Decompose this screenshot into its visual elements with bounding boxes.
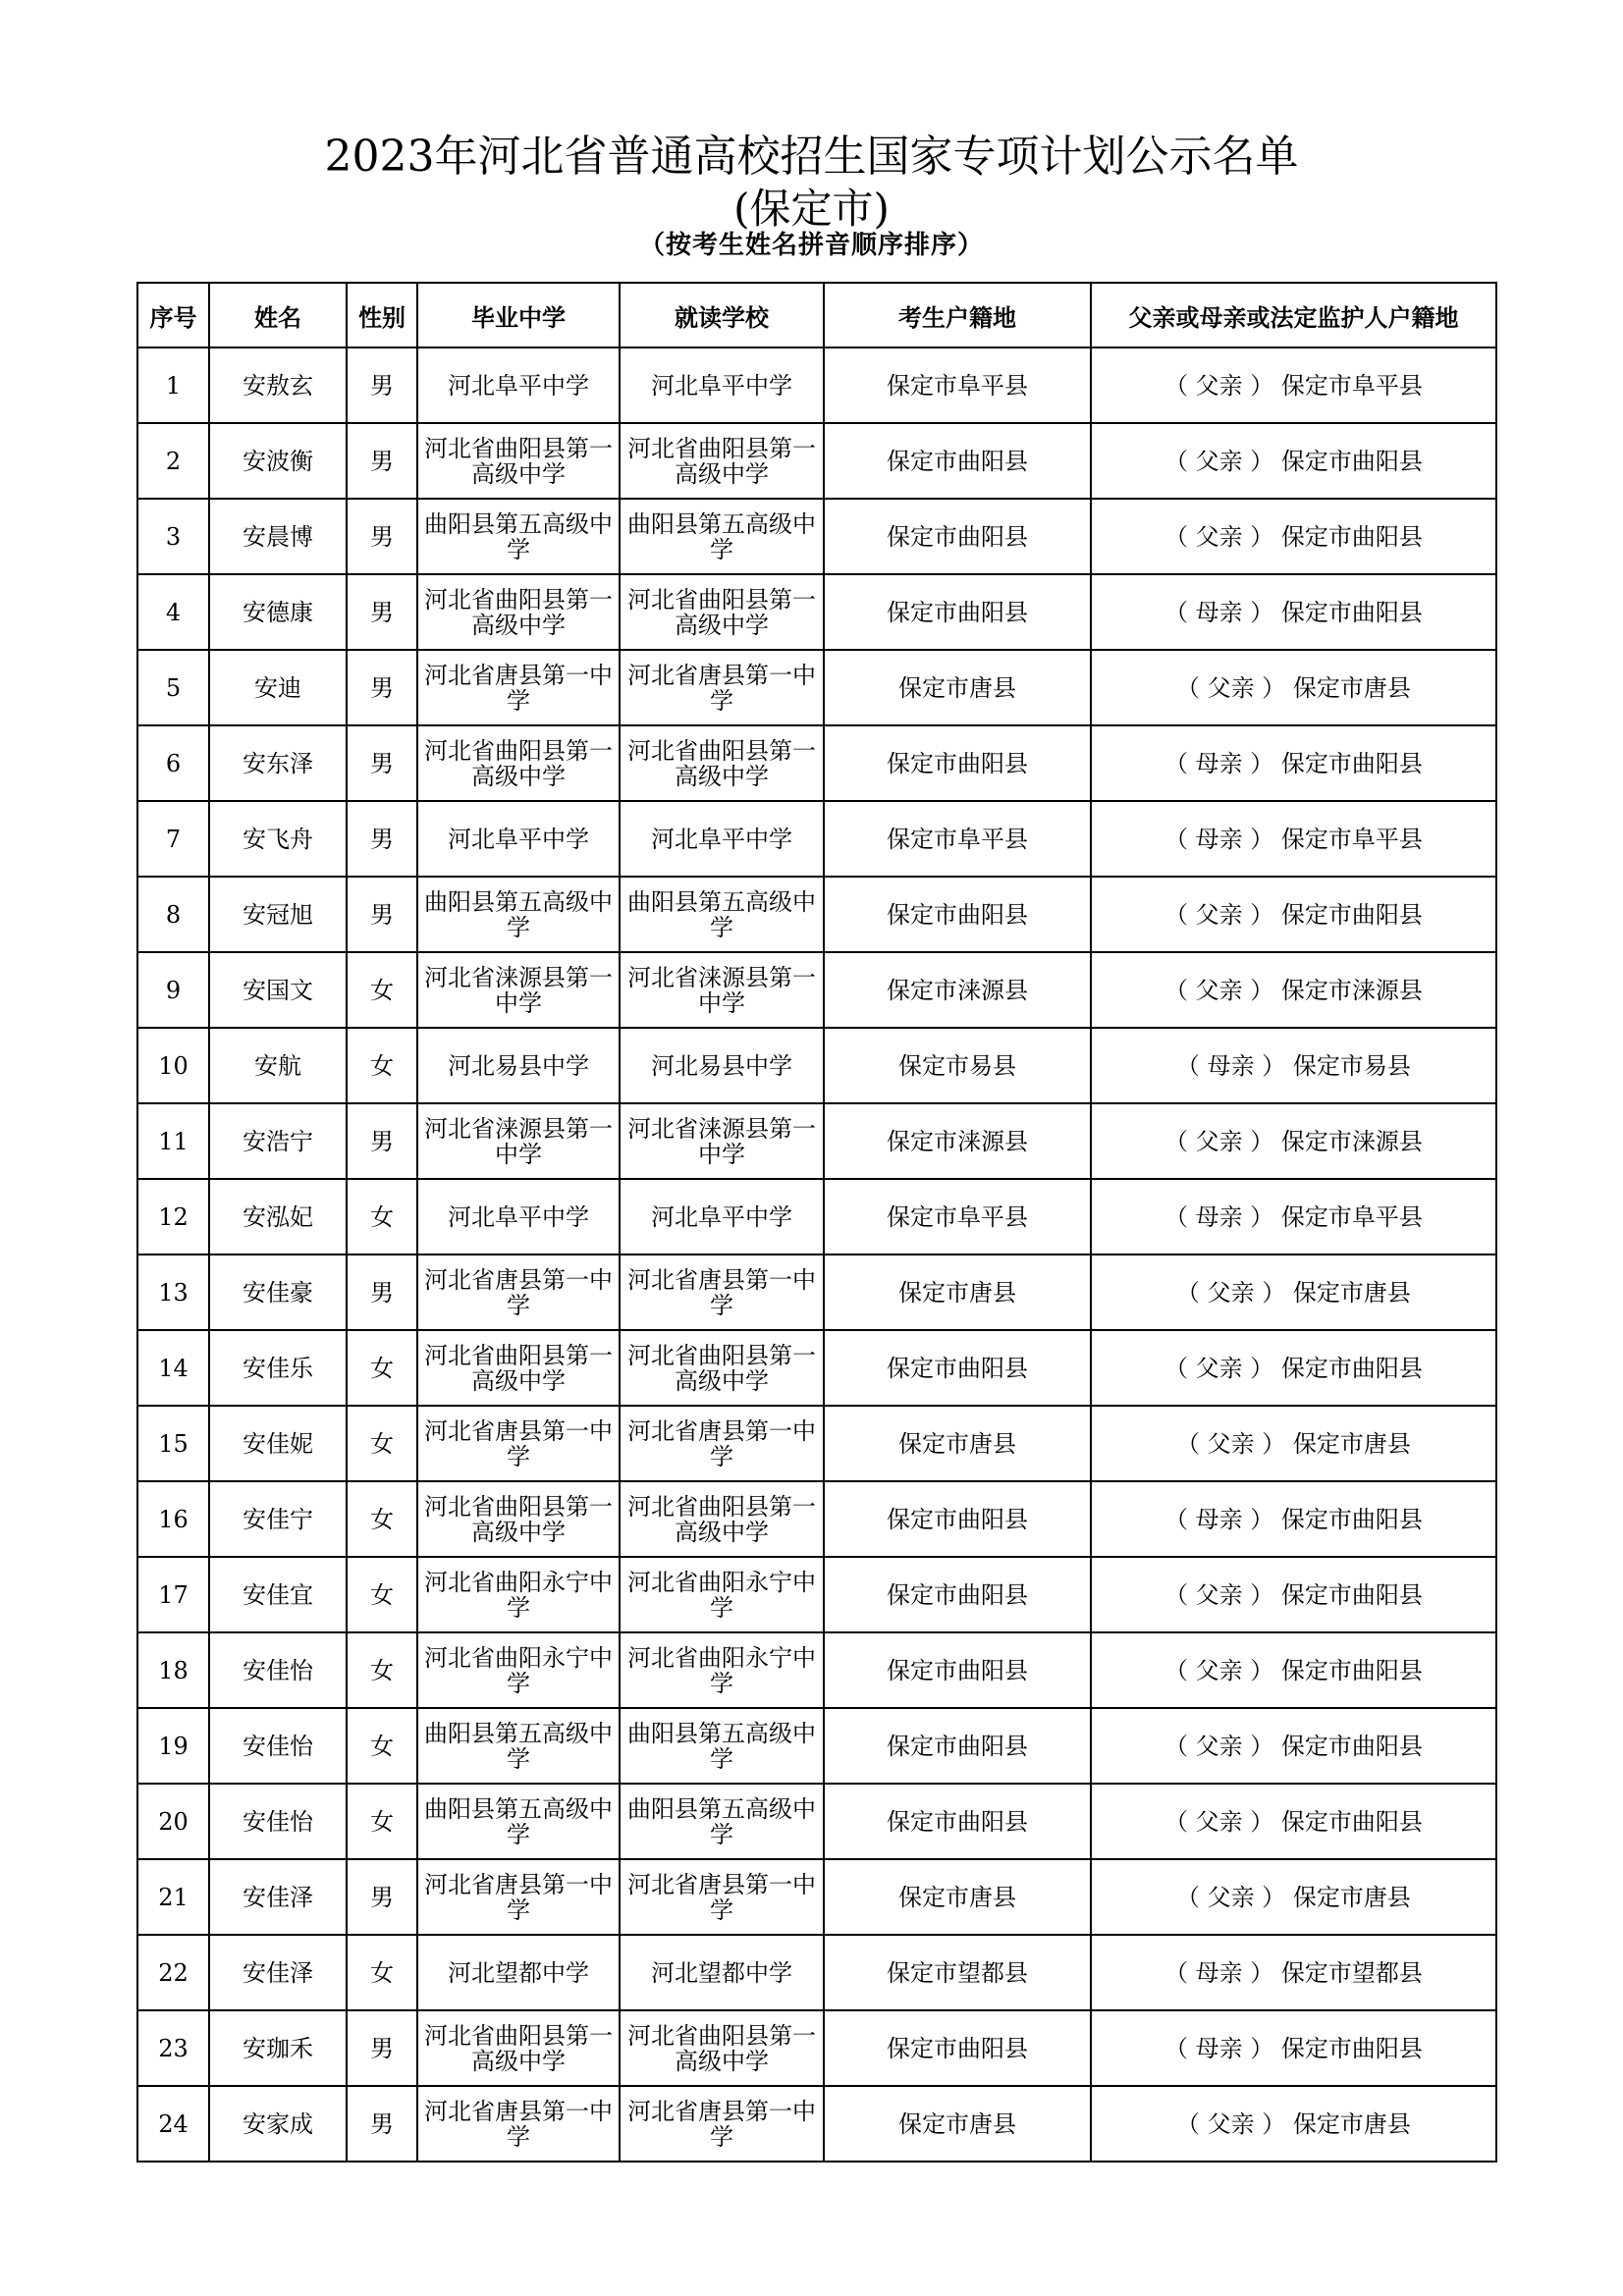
serial-number-cell: 17 [137,1557,209,1632]
household-registration-cell: 保定市曲阳县 [824,1632,1091,1708]
table-row [137,499,1496,574]
serial-number-cell: 2 [137,423,209,499]
table-row [137,1481,1496,1557]
column-header: 考生户籍地 [824,283,1091,347]
table-body [137,347,1496,2162]
table-row [137,1784,1496,1859]
serial-number-cell: 16 [137,1481,209,1557]
gender-cell: 女 [347,1481,417,1557]
graduated-school-cell: 曲阳县第五高级中学 [417,877,620,952]
guardian-registration-cell: （ 父亲 ） 保定市阜平县 [1091,347,1496,423]
household-registration-cell: 保定市曲阳县 [824,1557,1091,1632]
name-cell: 安佳泽 [209,1859,347,1935]
graduated-school-cell: 河北省唐县第一中学 [417,1406,620,1481]
serial-number-cell: 14 [137,1330,209,1406]
gender-cell: 男 [347,499,417,574]
serial-number-cell: 10 [137,1028,209,1103]
serial-number-cell: 19 [137,1708,209,1784]
guardian-registration-cell: （ 母亲 ） 保定市阜平县 [1091,1179,1496,1255]
household-registration-cell: 保定市易县 [824,1028,1091,1103]
gender-cell: 男 [347,725,417,801]
gender-cell: 女 [347,1632,417,1708]
guardian-registration-cell: （ 母亲 ） 保定市曲阳县 [1091,1481,1496,1557]
serial-number-cell: 4 [137,574,209,650]
graduated-school-cell: 河北阜平中学 [417,347,620,423]
graduated-school-cell: 河北望都中学 [417,1935,620,2010]
table-row [137,1179,1496,1255]
serial-number-cell: 23 [137,2010,209,2086]
serial-number-cell: 7 [137,801,209,877]
guardian-registration-cell: （ 父亲 ） 保定市曲阳县 [1091,499,1496,574]
gender-cell: 女 [347,1179,417,1255]
candidate-table [136,282,1497,2163]
gender-cell: 女 [347,1708,417,1784]
current-school-cell: 河北省曲阳县第一高级中学 [620,1330,824,1406]
guardian-registration-cell: （ 父亲 ） 保定市唐县 [1091,1859,1496,1935]
table-row [137,1632,1496,1708]
guardian-registration-cell: （ 父亲 ） 保定市唐县 [1091,1255,1496,1330]
current-school-cell: 河北省曲阳县第一高级中学 [620,423,824,499]
serial-number-cell: 9 [137,952,209,1028]
household-registration-cell: 保定市曲阳县 [824,1708,1091,1784]
graduated-school-cell: 河北省曲阳县第一高级中学 [417,725,620,801]
table-row [137,1557,1496,1632]
household-registration-cell: 保定市曲阳县 [824,423,1091,499]
gender-cell: 女 [347,1557,417,1632]
household-registration-cell: 保定市唐县 [824,1255,1091,1330]
serial-number-cell: 15 [137,1406,209,1481]
graduated-school-cell: 河北省涞源县第一中学 [417,952,620,1028]
graduated-school-cell: 河北省唐县第一中学 [417,2086,620,2162]
guardian-registration-cell: （ 父亲 ） 保定市曲阳县 [1091,1708,1496,1784]
gender-cell: 男 [347,1255,417,1330]
gender-cell: 女 [347,1935,417,2010]
table-row [137,2086,1496,2162]
table-row [137,1935,1496,2010]
current-school-cell: 河北省唐县第一中学 [620,2086,824,2162]
page-title: 2023年河北省普通高校招生国家专项计划公示名单 [324,132,1299,182]
name-cell: 安冠旭 [209,877,347,952]
gender-cell: 男 [347,801,417,877]
name-cell: 安敖玄 [209,347,347,423]
table-row [137,1103,1496,1179]
household-registration-cell: 保定市曲阳县 [824,2010,1091,2086]
table-row [137,801,1496,877]
table-row [137,1859,1496,1935]
current-school-cell: 河北省曲阳县第一高级中学 [620,725,824,801]
household-registration-cell: 保定市曲阳县 [824,1784,1091,1859]
gender-cell: 女 [347,952,417,1028]
table-row [137,347,1496,423]
graduated-school-cell: 河北省唐县第一中学 [417,1255,620,1330]
graduated-school-cell: 河北省唐县第一中学 [417,650,620,725]
current-school-cell: 河北省曲阳县第一高级中学 [620,574,824,650]
current-school-cell: 河北阜平中学 [620,801,824,877]
serial-number-cell: 12 [137,1179,209,1255]
gender-cell: 男 [347,1859,417,1935]
name-cell: 安佳宁 [209,1481,347,1557]
household-registration-cell: 保定市唐县 [824,1406,1091,1481]
graduated-school-cell: 河北阜平中学 [417,801,620,877]
name-cell: 安佳豪 [209,1255,347,1330]
household-registration-cell: 保定市涞源县 [824,1103,1091,1179]
guardian-registration-cell: （ 母亲 ） 保定市曲阳县 [1091,574,1496,650]
table-row [137,2010,1496,2086]
household-registration-cell: 保定市曲阳县 [824,574,1091,650]
graduated-school-cell: 河北省曲阳永宁中学 [417,1557,620,1632]
name-cell: 安佳怡 [209,1784,347,1859]
page-subtitle: (保定市) [733,185,890,233]
graduated-school-cell: 河北省曲阳县第一高级中学 [417,423,620,499]
current-school-cell: 河北阜平中学 [620,347,824,423]
household-registration-cell: 保定市阜平县 [824,801,1091,877]
household-registration-cell: 保定市曲阳县 [824,725,1091,801]
household-registration-cell: 保定市曲阳县 [824,1481,1091,1557]
table-row [137,423,1496,499]
table-row [137,574,1496,650]
gender-cell: 女 [347,1406,417,1481]
graduated-school-cell: 河北省曲阳县第一高级中学 [417,2010,620,2086]
name-cell: 安德康 [209,574,347,650]
current-school-cell: 曲阳县第五高级中学 [620,499,824,574]
guardian-registration-cell: （ 父亲 ） 保定市曲阳县 [1091,1330,1496,1406]
name-cell: 安佳怡 [209,1708,347,1784]
name-cell: 安家成 [209,2086,347,2162]
current-school-cell: 河北省曲阳县第一高级中学 [620,2010,824,2086]
current-school-cell: 河北省涞源县第一中学 [620,1103,824,1179]
current-school-cell: 河北易县中学 [620,1028,824,1103]
guardian-registration-cell: （ 父亲 ） 保定市曲阳县 [1091,1784,1496,1859]
household-registration-cell: 保定市涞源县 [824,952,1091,1028]
serial-number-cell: 24 [137,2086,209,2162]
name-cell: 安珈禾 [209,2010,347,2086]
column-header: 序号 [137,283,209,347]
table-row [137,1406,1496,1481]
graduated-school-cell: 曲阳县第五高级中学 [417,1784,620,1859]
graduated-school-cell: 曲阳县第五高级中学 [417,1708,620,1784]
graduated-school-cell: 河北省唐县第一中学 [417,1859,620,1935]
column-header: 姓名 [209,283,347,347]
guardian-registration-cell: （ 母亲 ） 保定市易县 [1091,1028,1496,1103]
guardian-registration-cell: （ 父亲 ） 保定市曲阳县 [1091,877,1496,952]
guardian-registration-cell: （ 母亲 ） 保定市望都县 [1091,1935,1496,2010]
name-cell: 安浩宁 [209,1103,347,1179]
current-school-cell: 河北省曲阳永宁中学 [620,1632,824,1708]
serial-number-cell: 5 [137,650,209,725]
sort-note: （按考生姓名拼音顺序排序） [638,231,984,260]
name-cell: 安佳宜 [209,1557,347,1632]
table-row [137,1708,1496,1784]
current-school-cell: 曲阳县第五高级中学 [620,877,824,952]
current-school-cell: 河北省涞源县第一中学 [620,952,824,1028]
gender-cell: 男 [347,347,417,423]
gender-cell: 男 [347,650,417,725]
serial-number-cell: 21 [137,1859,209,1935]
household-registration-cell: 保定市曲阳县 [824,1330,1091,1406]
household-registration-cell: 保定市唐县 [824,650,1091,725]
name-cell: 安国文 [209,952,347,1028]
table-row [137,725,1496,801]
current-school-cell: 河北省唐县第一中学 [620,1859,824,1935]
household-registration-cell: 保定市望都县 [824,1935,1091,2010]
name-cell: 安飞舟 [209,801,347,877]
current-school-cell: 河北省曲阳永宁中学 [620,1557,824,1632]
household-registration-cell: 保定市阜平县 [824,1179,1091,1255]
serial-number-cell: 8 [137,877,209,952]
graduated-school-cell: 河北省曲阳县第一高级中学 [417,574,620,650]
name-cell: 安佳妮 [209,1406,347,1481]
guardian-registration-cell: （ 父亲 ） 保定市曲阳县 [1091,423,1496,499]
serial-number-cell: 18 [137,1632,209,1708]
gender-cell: 男 [347,1103,417,1179]
guardian-registration-cell: （ 母亲 ） 保定市曲阳县 [1091,2010,1496,2086]
name-cell: 安波衡 [209,423,347,499]
column-header: 性别 [347,283,417,347]
current-school-cell: 河北省唐县第一中学 [620,1406,824,1481]
gender-cell: 男 [347,423,417,499]
household-registration-cell: 保定市阜平县 [824,347,1091,423]
name-cell: 安佳怡 [209,1632,347,1708]
guardian-registration-cell: （ 母亲 ） 保定市阜平县 [1091,801,1496,877]
guardian-registration-cell: （ 母亲 ） 保定市曲阳县 [1091,725,1496,801]
table-row [137,650,1496,725]
gender-cell: 男 [347,2086,417,2162]
table-row [137,877,1496,952]
name-cell: 安东泽 [209,725,347,801]
table-row [137,1330,1496,1406]
guardian-registration-cell: （ 父亲 ） 保定市曲阳县 [1091,1557,1496,1632]
serial-number-cell: 6 [137,725,209,801]
serial-number-cell: 1 [137,347,209,423]
household-registration-cell: 保定市唐县 [824,2086,1091,2162]
serial-number-cell: 11 [137,1103,209,1179]
gender-cell: 女 [347,1330,417,1406]
name-cell: 安佳乐 [209,1330,347,1406]
household-registration-cell: 保定市唐县 [824,1859,1091,1935]
guardian-registration-cell: （ 父亲 ） 保定市涞源县 [1091,1103,1496,1179]
current-school-cell: 曲阳县第五高级中学 [620,1708,824,1784]
household-registration-cell: 保定市曲阳县 [824,877,1091,952]
current-school-cell: 河北省曲阳县第一高级中学 [620,1481,824,1557]
graduated-school-cell: 河北省曲阳县第一高级中学 [417,1330,620,1406]
name-cell: 安航 [209,1028,347,1103]
table-row [137,1255,1496,1330]
name-cell: 安迪 [209,650,347,725]
current-school-cell: 河北阜平中学 [620,1179,824,1255]
gender-cell: 男 [347,574,417,650]
serial-number-cell: 13 [137,1255,209,1330]
current-school-cell: 河北省唐县第一中学 [620,1255,824,1330]
graduated-school-cell: 河北省曲阳县第一高级中学 [417,1481,620,1557]
gender-cell: 男 [347,2010,417,2086]
serial-number-cell: 20 [137,1784,209,1859]
current-school-cell: 曲阳县第五高级中学 [620,1784,824,1859]
table-row [137,952,1496,1028]
guardian-registration-cell: （ 父亲 ） 保定市涞源县 [1091,952,1496,1028]
graduated-school-cell: 河北阜平中学 [417,1179,620,1255]
guardian-registration-cell: （ 父亲 ） 保定市曲阳县 [1091,1632,1496,1708]
gender-cell: 男 [347,877,417,952]
name-cell: 安晨博 [209,499,347,574]
graduated-school-cell: 曲阳县第五高级中学 [417,499,620,574]
serial-number-cell: 22 [137,1935,209,2010]
table-row [137,1028,1496,1103]
graduated-school-cell: 河北省涞源县第一中学 [417,1103,620,1179]
guardian-registration-cell: （ 父亲 ） 保定市唐县 [1091,650,1496,725]
serial-number-cell: 3 [137,499,209,574]
current-school-cell: 河北望都中学 [620,1935,824,2010]
household-registration-cell: 保定市曲阳县 [824,499,1091,574]
current-school-cell: 河北省唐县第一中学 [620,650,824,725]
name-cell: 安佳泽 [209,1935,347,2010]
column-header: 就读学校 [620,283,824,347]
graduated-school-cell: 河北易县中学 [417,1028,620,1103]
gender-cell: 女 [347,1784,417,1859]
guardian-registration-cell: （ 父亲 ） 保定市唐县 [1091,2086,1496,2162]
name-cell: 安泓妃 [209,1179,347,1255]
column-header: 父亲或母亲或法定监护人户籍地 [1091,283,1496,347]
guardian-registration-cell: （ 父亲 ） 保定市唐县 [1091,1406,1496,1481]
gender-cell: 女 [347,1028,417,1103]
table-header-row [137,283,1496,347]
column-header: 毕业中学 [417,283,620,347]
graduated-school-cell: 河北省曲阳永宁中学 [417,1632,620,1708]
